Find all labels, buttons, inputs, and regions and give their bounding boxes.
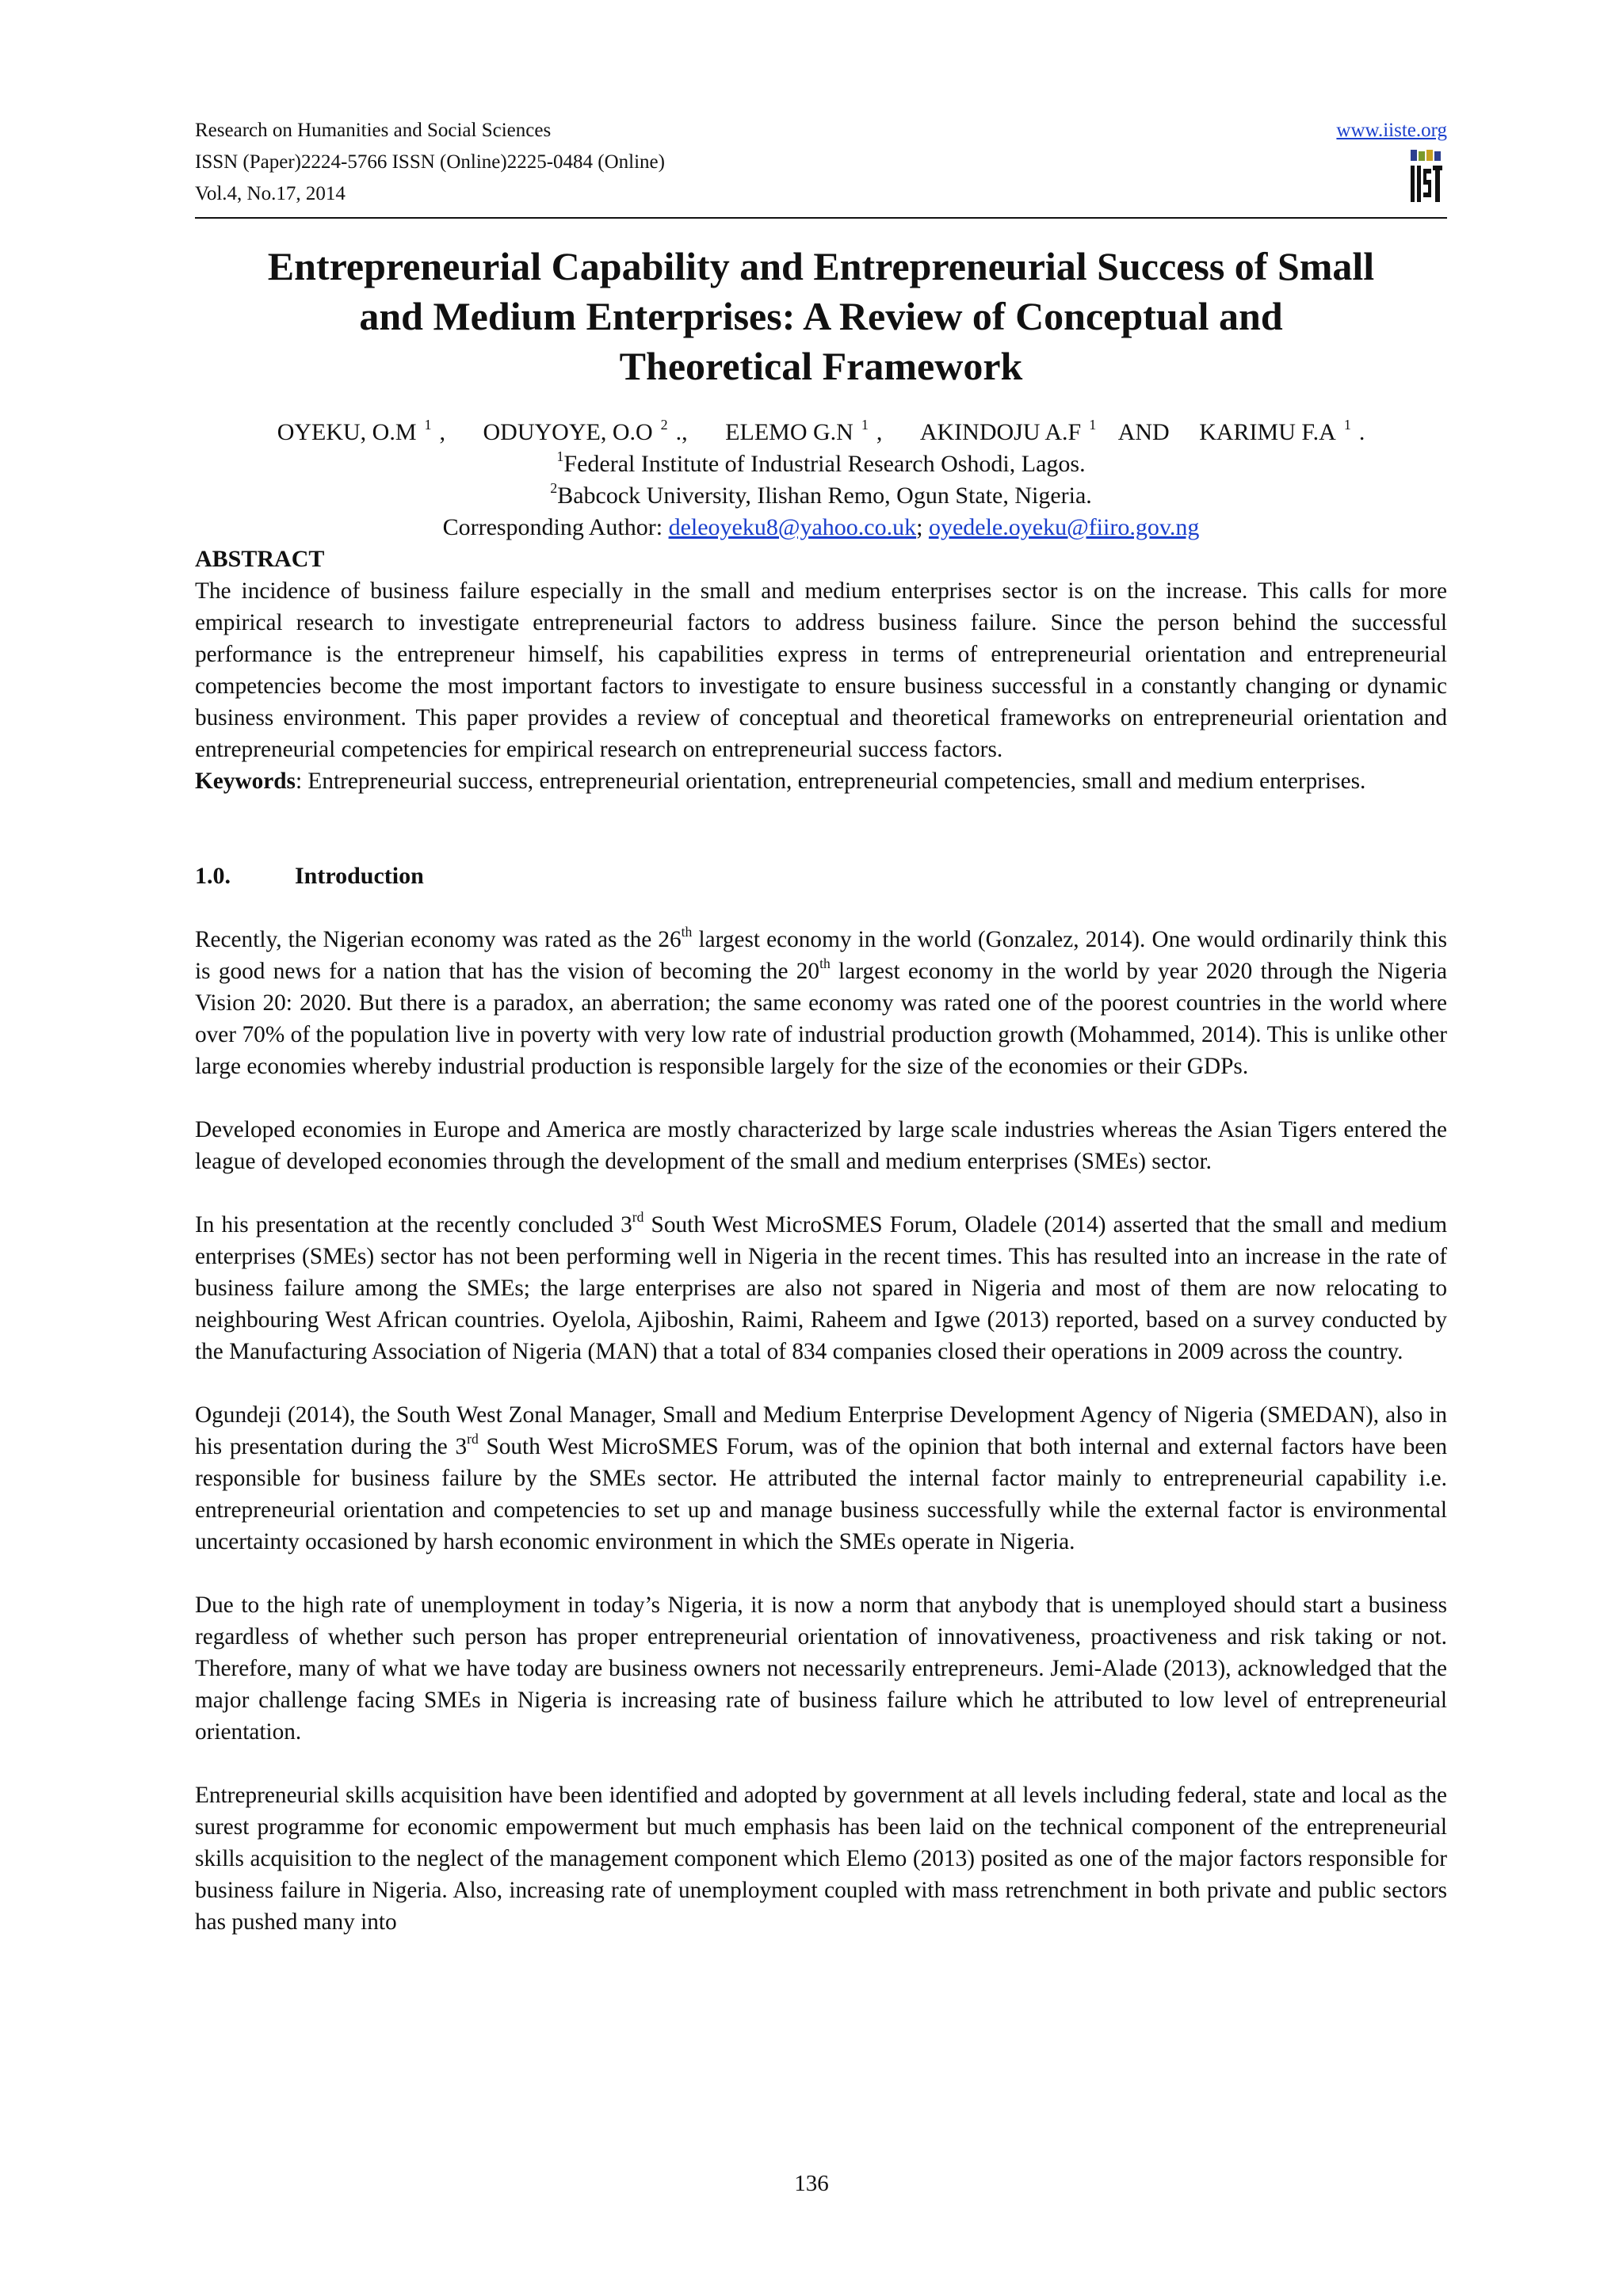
journal-url-link[interactable]: www.iiste.org (1336, 120, 1447, 141)
author-block (195, 417, 1447, 543)
affiliation-2: $^2$Babcock University, Ilishan Remo, Ogun State, Nigeria. (550, 480, 1092, 509)
header-rule (195, 217, 1447, 219)
page-number: 136 (794, 2171, 829, 2196)
page-header (195, 115, 1447, 218)
issn: ISSN (Paper)2224-5766 ISSN (Online)2225-0484 (Online) (195, 151, 665, 173)
email-link-1[interactable]: deleoyeku8@yahoo.co.uk (668, 514, 917, 540)
title-line: Entrepreneurial Capability and Entrepreneurial Success of Small (267, 244, 1375, 288)
paragraph-6: Entrepreneurial skills acquisition have been identified and adopted by government at all levels including federal, state and local as the surest programme for economic empowerment but much emphasis has been laid on the technical component of the entrepreneurial skills acquisition to the neglect of the management component which Elemo (2013) posited as one of the major factors responsible for business failure in Nigeria. Also, increasing rate of unemployment coupled with mass retrenchment in both private and public sectors has pushed many into (195, 1783, 1447, 1935)
keywords: Keywords: Entrepreneurial success, entrepreneurial orientation, entrepreneurial competencies, small and medium enterprises. (195, 769, 1366, 794)
paragraph-2: Developed economies in Europe and America are mostly characterized by large scale industries whereas the Asian Tigers entered the league of developed economies through the development of the small and medium enterprises (SMEs) sector. (195, 1117, 1447, 1174)
paragraph-3: In his presentation at the recently concluded 3rd South West MicroSMES Forum, Oladele (2014) asserted that the small and medium enterprises (SMEs) sector has not been performing well in Nigeria in the recent times. This has resulted into an increase in the rate of business failure among the SMEs; the large enterprises are also not spared in Nigeria and most of them are now relocating to neighbouring West African countries. Oyelola, Ajiboshin, Raimi, Raheem and Igwe (2013) reported, based on a survey conducted by the Manufacturing Association of Nigeria (MAN) that a total of 834 companies closed their operations in 2009 across the country. (195, 1209, 1447, 1364)
title-line: Theoretical Framework (619, 344, 1023, 388)
paragraph-1: Recently, the Nigerian economy was rated as the 26th largest economy in the world (Gonzalez, 2014). One would ordinarily think this is good news for a nation that has the vision of becoming the 20th largest economy in the world by year 2020 through the Nigeria Vision 20: 2020. But there is a paradox, an aberration; the same economy was rated one of the poorest countries in the world where over 70% of the population live in poverty with very low rate of industrial production growth (Mohammed, 2014). This is unlike other large economies whereby industrial production is responsible largely for the size of the economies or their GDPs. (195, 924, 1448, 1079)
journal-name: Research on Humanities and Social Sciences (195, 120, 552, 141)
paragraph-5: Due to the high rate of unemployment in today’s Nigeria, it is now a norm that anybody that is unemployed should start a business regardless of whether such person has proper entrepreneurial orientation of innovativeness, proactiveness and risk taking or not. Therefore, many of what we have today are business owners not necessarily entrepreneurs. Jemi-Alade (2013), acknowledged that the major challenge facing SMEs in Nigeria is increasing rate of business failure which he attributed to low level of entrepreneurial orientation. (195, 1592, 1447, 1745)
abstract-heading: ABSTRACT (195, 546, 325, 572)
author-list: OYEKU, O.M $^1$ , ODUYOYE, O.O $^2$ ., ELEMO G.N $^1$ , AKINDOJU A.F $^1$ AND KARIMU F.A $^1$ . (277, 417, 1365, 445)
title-line: and Medium Enterprises: A Review of Conceptual and (359, 294, 1283, 338)
email-link-2[interactable]: oyedele.oyeku@fiiro.gov.ng (928, 514, 1200, 540)
corresponding-author: Corresponding Author: deleoyeku8@yahoo.co.uk; oyedele.oyeku@fiiro.gov.ng (442, 514, 1200, 540)
section-heading: 1.0. Introduction (195, 863, 424, 889)
volume: Vol.4, No.17, 2014 (195, 183, 346, 204)
abstract-text: The incidence of business failure especially in the small and medium enterprises sector is on the increase. This calls for more empirical research to investigate entrepreneurial factors to address business failure. Since the person behind the successful performance is the entrepreneur himself, his capabilities express in terms of entrepreneurial orientation and entrepreneurial competencies become the most important factors to investigate to ensure business successful in a constantly changing or dynamic business environment. This paper provides a review of conceptual and theoretical frameworks on entrepreneurial orientation and entrepreneurial competencies for empirical research on entrepreneurial success factors. (195, 578, 1447, 762)
paper-title (195, 242, 1447, 391)
paragraph-4: Ogundeji (2014), the South West Zonal Manager, Small and Medium Enterprise Development Agency of Nigeria (SMEDAN), also in his presentation during the 3rd South West MicroSMES Forum, was of the opinion that both internal and external factors have been responsible for business failure by the SMEs sector. He attributed the internal factor mainly to entrepreneurial capability i.e. entrepreneurial orientation and competencies to set up and manage business successfully while the external factor is environmental uncertainty occasioned by harsh economic environment in which the SMEs operate in Nigeria. (195, 1402, 1447, 1554)
paper-body (195, 543, 1447, 1938)
iiste-logo-icon (1409, 148, 1444, 205)
affiliation-1: $^1$Federal Institute of Industrial Research Oshodi, Lagos. (556, 448, 1086, 477)
